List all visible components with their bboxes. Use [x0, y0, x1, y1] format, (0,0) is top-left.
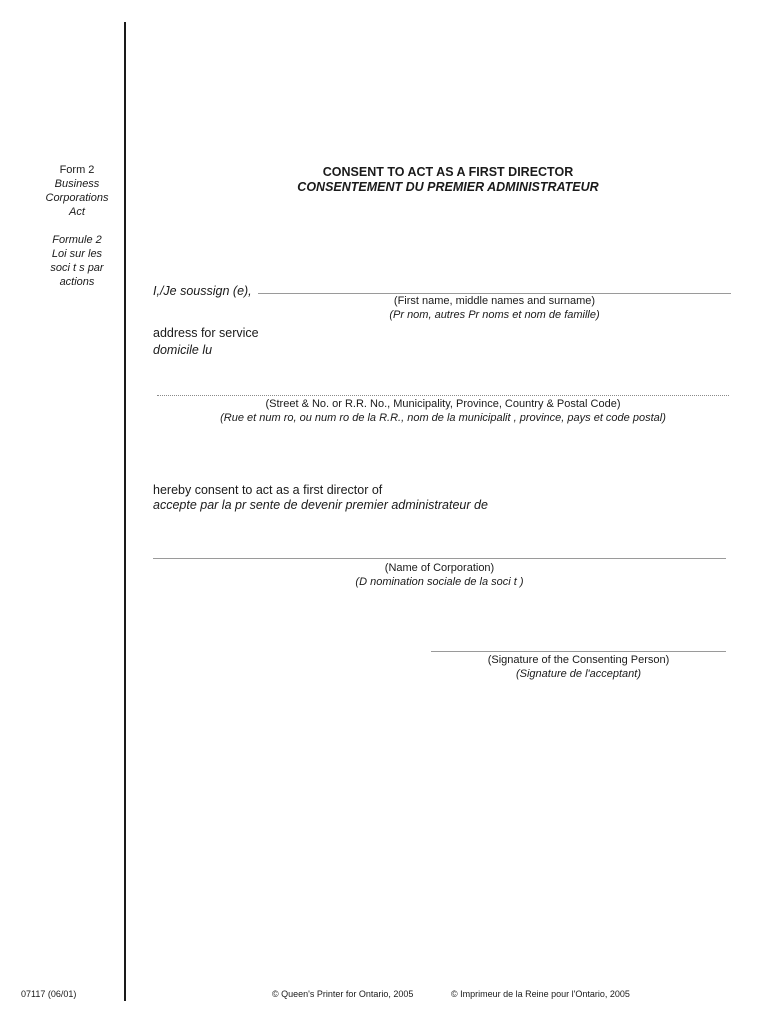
- form-number-en: Form 2: [59, 164, 95, 176]
- signature-caption-fr: (Signature de l'acceptant): [515, 668, 641, 680]
- address-caption-fr: (Rue et num ro, ou num ro de la R.R., nom de la municipalit , province, pays et code postal): [220, 412, 666, 424]
- address-caption-en: (Street & No. or R.R. No., Municipality, Province, Country & Postal Code): [265, 398, 621, 410]
- form-title-fr: CONSENTEMENT DU PREMIER ADMINISTRATEUR: [297, 180, 599, 194]
- corporation-caption-en: (Name of Corporation): [384, 562, 495, 574]
- corporation-caption-fr: (D nomination sociale de la soci t ): [355, 576, 524, 588]
- sidebar-divider: [124, 22, 126, 1001]
- act-name-en-line2: Corporations: [45, 192, 109, 204]
- copyright-en: © Queen's Printer for Ontario, 2005: [272, 989, 414, 999]
- act-name-fr-line1: Loi sur les: [51, 248, 103, 260]
- act-name-en-line1: Business: [54, 178, 100, 190]
- act-name-fr-line2: soci t s par: [50, 262, 104, 274]
- act-name-en-line3: Act: [69, 206, 85, 218]
- form-sidebar: [30, 163, 124, 289]
- copyright-fr: © Imprimeur de la Reine pour l'Ontario, 2005: [451, 989, 630, 999]
- signature-input-line[interactable]: [431, 651, 726, 652]
- address-input-line[interactable]: [157, 395, 729, 396]
- signature-caption-en: (Signature of the Consenting Person): [487, 654, 670, 666]
- name-caption-en: (First name, middle names and surname): [393, 295, 596, 307]
- consent-text-en: hereby consent to act as a first director of: [153, 483, 383, 497]
- act-name-fr-line3: actions: [59, 276, 95, 288]
- corporation-name-input-line[interactable]: [153, 558, 726, 559]
- form-title-en: CONSENT TO ACT AS A FIRST DIRECTOR: [322, 165, 574, 179]
- form-number-fr: Formule 2: [52, 234, 102, 246]
- address-label-fr: domicile lu: [153, 343, 213, 357]
- form-code: 07117 (06/01): [21, 989, 77, 999]
- consent-text-fr: accepte par la pr sente de devenir premier administrateur de: [153, 498, 488, 512]
- name-caption-fr: (Pr nom, autres Pr noms et nom de famille): [389, 309, 600, 321]
- address-label-en: address for service: [153, 326, 259, 340]
- sidebar-spacer: [30, 219, 124, 233]
- undersigned-label: I,/Je soussign (e),: [153, 284, 252, 298]
